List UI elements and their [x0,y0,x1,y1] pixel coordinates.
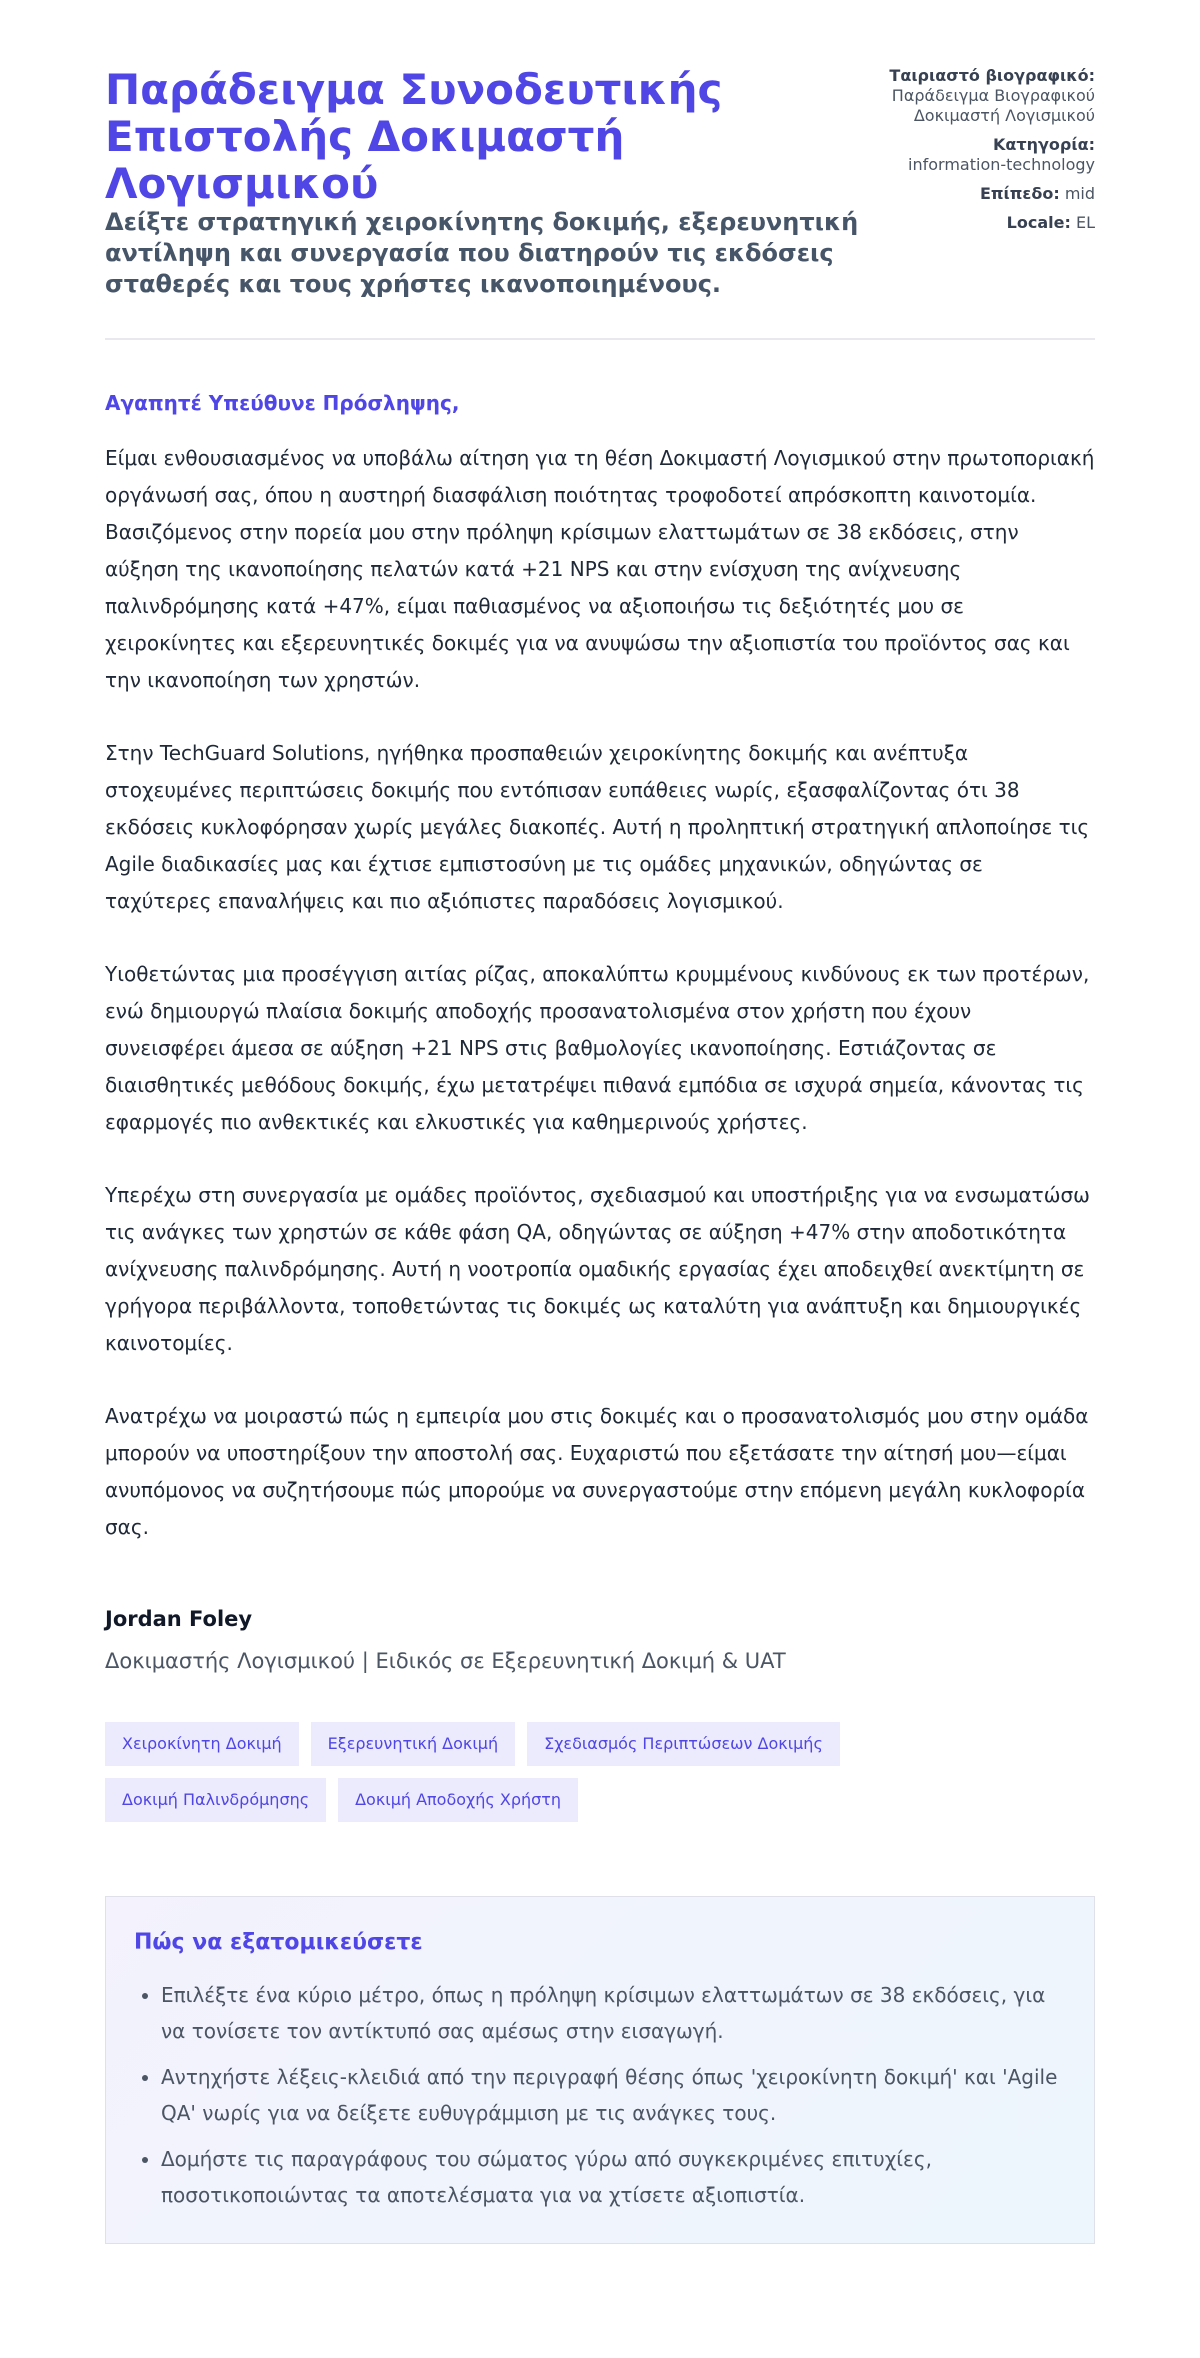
letter-paragraph: Υιοθετώντας μια προσέγγιση αιτίας ρίζας, αποκαλύπτω κρυμμένους κινδύνους εκ των προτέρων, ενώ δημιουργώ πλαίσια δοκιμής αποδοχής προσανατολισμένα στον χρήστη που έχουν συνεισφέρει άμεσα σε αύξηση +21 NPS στις βαθμολογίες ικανοποίησης. Εστιάζοντας σε διαισθητικές μεθόδους δοκιμής, έχω μετατρέψει πιθανά εμπόδια σε ισχυρά σημεία, κάνοντας τις εφαρμογές πιο ανθεκτικές και ελκυστικές για καθημερινούς χρήστες. [105,962,1090,1134]
tip-item: • Δομήστε τις παραγράφους του σώματος γύρω από συγκεκριμένες επιτυχίες, ποσοτικοποιώντας τα αποτελέσματα για να χτίσετε αξιοπιστία. [161,2141,1066,2213]
meta-resume [865,66,1095,126]
meta-category [865,135,1095,175]
meta-level [865,184,1095,204]
meta-locale-value: EL [1075,213,1095,232]
skill-tag: Χειροκίνητη Δοκιμή [105,1722,299,1766]
meta-panel [865,66,1095,242]
skill-tags [105,1722,925,1822]
page-subtitle: Δείξτε στρατηγική χειροκίνητης δοκιμής, εξερευνητική αντίληψη και συνεργασία που διατηρούν τις εκδόσεις σταθερές και τους χρήστες ικανοποιημένους. [105,208,859,298]
meta-category-label: Κατηγορία: [993,135,1095,154]
letter-paragraph: Ανατρέχω να μοιραστώ πώς η εμπειρία μου στις δοκιμές και ο προσανατολισμός μου στην ομάδα μπορούν να υποστηρίξουν την αποστολή σας. Ευχαριστώ που εξετάσατε την αίτησή μου—είμαι ανυπόμονος να συζητήσουμε πώς μπορούμε να συνεργαστούμε στην επόμενη μεγάλη κυκλοφορία σας. [105,1404,1089,1539]
tip-item: • Επιλέξτε ένα κύριο μέτρο, όπως η πρόληψη κρίσιμων ελαττωμάτων σε 38 εκδόσεις, για να τονίσετε τον αντίκτυπό σας αμέσως στην εισαγωγή. [161,1977,1066,2049]
meta-category-value: information-technology [908,155,1095,174]
skill-tag: Σχεδιασμός Περιπτώσεων Δοκιμής [527,1722,840,1766]
meta-resume-label: Ταιριαστό βιογραφικό: [889,66,1095,85]
header-titles [105,66,865,300]
letter-paragraph: Υπερέχω στη συνεργασία με ομάδες προϊόντος, σχεδιασμού και υποστήριξης για να ενσωματώσω τις ανάγκες των χρηστών σε κάθε φάση QA, οδηγώντας σε αύξηση +47% στην αποδοτικότητα ανίχνευσης παλινδρόμησης. Αυτή η νοοτροπία ομαδικής εργασίας έχει αποδειχθεί ανεκτίμητη σε γρήγορα περιβάλλοντα, τοποθετώντας τις δοκιμές ως καταλύτη για ανάπτυξη και δημιουργικές καινοτομίες. [105,1183,1090,1355]
meta-locale [865,213,1095,233]
letter-paragraph: Είμαι ενθουσιασμένος να υποβάλω αίτηση για τη θέση Δοκιμαστή Λογισμικού στην πρωτοποριακή οργάνωσή σας, όπου η αυστηρή διασφάλιση ποιότητας τροφοδοτεί απρόσκοπτη καινοτομία. Βασιζόμενος στην πορεία μου στην πρόληψη κρίσιμων ελαττωμάτων σε 38 εκδόσεις, στην αύξηση της ικανοποίησης πελατών κατά +21 NPS και στην ενίσχυση της ανίχνευσης παλινδρόμησης κατά +47%, είμαι παθιασμένος να αξιοποιήσω τις δεξιότητές μου σε χειροκίνητες και εξερευνητικές δοκιμές για να ανυψώσω την αξιοπιστία του προϊόντος σας και την ικανοποίηση των χρηστών. [105,446,1095,692]
tips-list [134,1977,1066,2213]
signature-title: Δοκιμαστής Λογισμικού | Ειδικός σε Εξερευνητική Δοκιμή & UAT [105,1649,786,1673]
meta-level-label: Επίπεδο: [979,184,1060,203]
skill-tag: Δοκιμή Παλινδρόμησης [105,1778,326,1822]
signature-block [105,1604,1095,1676]
cover-letter-page [105,0,1095,2244]
page-title: Παράδειγμα Συνοδευτικής Επιστολής Δοκιμαστή Λογισμικού [105,65,723,208]
meta-resume-value: Παράδειγμα Βιογραφικού Δοκιμαστή Λογισμικού [891,86,1095,125]
signature-name: Jordan Foley [105,1607,253,1631]
tips-title: Πώς να εξατομικεύσετε [134,1930,423,1955]
letter-body [105,440,1095,1546]
meta-level-value: mid [1064,184,1095,203]
customization-tips [105,1896,1095,2244]
letter-paragraph: Στην TechGuard Solutions, ηγήθηκα προσπαθειών χειροκίνητης δοκιμής και ανέπτυξα στοχευμένες περιπτώσεις δοκιμής που εντόπισαν ευπάθειες νωρίς, εξασφαλίζοντας ότι 38 εκδόσεις κυκλοφόρησαν χωρίς μεγάλες διακοπές. Αυτή η προληπτική στρατηγική απλοποίησε τις Agile διαδικασίες μας και έχτισε εμπιστοσύνη με τις ομάδες μηχανικών, οδηγώντας σε ταχύτερες επαναλήψεις και πιο αξιόπιστες παραδόσεις λογισμικού. [105,741,1090,913]
tip-item: • Αντηχήστε λέξεις-κλειδιά από την περιγραφή θέσης όπως 'χειροκίνητη δοκιμή' και 'Agile QA' νωρίς για να δείξετε ευθυγράμμιση με τις ανάγκες τους. [161,2059,1066,2131]
skill-tag: Δοκιμή Αποδοχής Χρήστη [338,1778,578,1822]
meta-locale-label: Locale: [1006,213,1071,232]
letter-greeting: Αγαπητέ Υπεύθυνε Πρόσληψης, [105,391,460,415]
page-header [105,66,1095,340]
skill-tag: Εξερευνητική Δοκιμή [311,1722,515,1766]
